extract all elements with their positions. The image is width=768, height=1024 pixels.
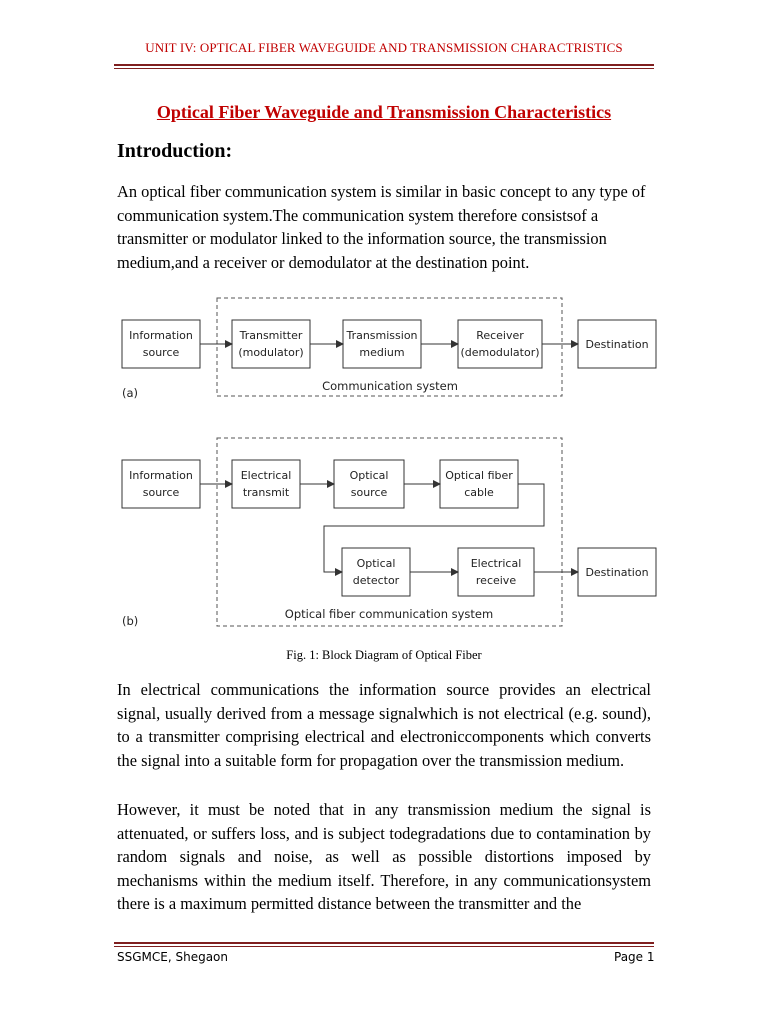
system-boundary-b <box>217 438 562 626</box>
block-b-information-source <box>122 460 200 508</box>
header-rule <box>114 64 654 66</box>
block-label: Optical <box>349 469 389 482</box>
diagram-b <box>122 438 656 628</box>
section-heading: Introduction: <box>117 140 233 162</box>
block-diagram <box>110 290 660 635</box>
document-title: Optical Fiber Waveguide and Transmission Characteristics <box>156 102 612 122</box>
system-label-b: Optical fiber communication system <box>284 607 494 621</box>
system-label-a: Communication system <box>322 379 458 393</box>
block-label: Transmitter <box>239 329 303 342</box>
block-b-electrical-receive <box>458 548 534 596</box>
block-label: Electrical <box>240 469 292 482</box>
block-a-receiver <box>458 320 542 368</box>
block-b-optical-source <box>334 460 404 508</box>
block-label: (demodulator) <box>460 346 540 359</box>
footer-institution: SSGMCE, Shegaon <box>117 950 228 964</box>
block-label: cable <box>464 486 494 499</box>
block-label: Information <box>129 329 193 342</box>
block-label: source <box>142 486 180 499</box>
block-label: medium <box>359 346 405 359</box>
block-a-destination <box>578 320 656 368</box>
figure-caption: Fig. 1: Block Diagram of Optical Fiber <box>286 648 482 662</box>
block-label: Electrical <box>470 557 522 570</box>
paragraph-attenuation: However, it must be noted that in any transmission medium the signal is attenuated, or suffers loss, and is subject todegradations due to contamination by random signals and noise, as well as possible distortions imposed by mechanisms within the medium itself. Therefore, in any communicationsystem there is a maximum permitted distance between the transmitter and the <box>117 800 651 913</box>
block-label: Optical fiber <box>445 469 513 482</box>
block-label: Information <box>129 469 193 482</box>
block-label: source <box>350 486 388 499</box>
footer-rule <box>114 942 654 944</box>
block-label: Destination <box>585 566 649 579</box>
block-b-destination <box>578 548 656 596</box>
block-label: Optical <box>356 557 396 570</box>
block-label: Transmission <box>346 329 418 342</box>
block-a-information-source <box>122 320 200 368</box>
diagram-tag-b: (b) <box>122 614 139 628</box>
block-label: Destination <box>585 338 649 351</box>
block-a-transmitter <box>232 320 310 368</box>
block-label: detector <box>352 574 400 587</box>
block-b-optical-detector <box>342 548 410 596</box>
diagram-tag-a: (a) <box>122 386 139 400</box>
block-label: source <box>142 346 180 359</box>
header-rule-thin <box>114 68 654 69</box>
block-b-electrical-transmit <box>232 460 300 508</box>
block-label: receive <box>475 574 517 587</box>
paragraph-electrical: In electrical communications the information source provides an electrical signal, usually derived from a message signalwhich is not electrical (e.g. sound), to a transmitter comprising electrical and electroniccomponents which converts the signal into a suitable form for propagation over the transmission medium. <box>117 680 651 770</box>
diagram-a <box>122 298 656 400</box>
page-number: Page 1 <box>614 950 655 964</box>
block-b-optical-fiber-cable <box>440 460 518 508</box>
block-label: transmit <box>242 486 290 499</box>
block-label: Receiver <box>476 329 524 342</box>
block-a-transmission-medium <box>343 320 421 368</box>
running-header: UNIT IV: OPTICAL FIBER WAVEGUIDE AND TRANSMISSION CHARACTRISTICS <box>145 40 623 55</box>
footer-rule-thin <box>114 946 654 947</box>
block-label: (modulator) <box>238 346 304 359</box>
paragraph-intro: An optical fiber communication system is similar in basic concept to any type of communication system.The communication system therefore consistsof a transmitter or modulator linked to the information source, the transmission medium,and a receiver or demodulator at the destination point. <box>117 182 646 272</box>
